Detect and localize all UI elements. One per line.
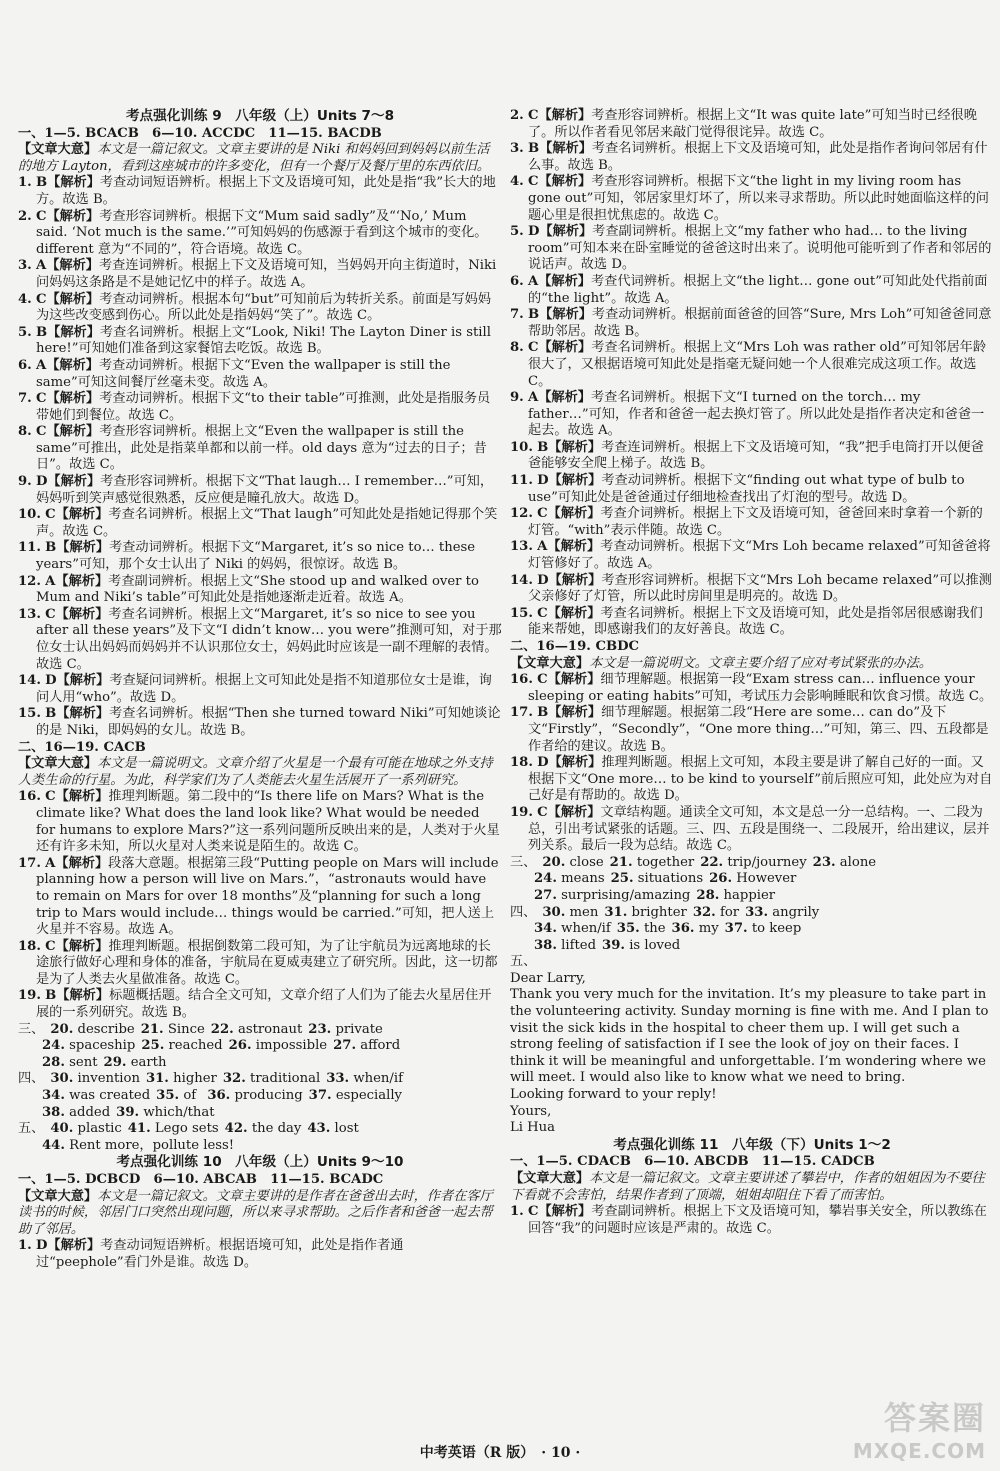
explanation-item	[510, 390, 994, 440]
answer-line: 一、1—5. BCACB 6—10. ACCDC 11—15. BACDB	[18, 125, 382, 141]
fill-number: 42.	[224, 1121, 248, 1137]
explanation-item	[18, 175, 502, 208]
explanation-item	[510, 141, 994, 174]
fill-row	[510, 855, 994, 872]
fill-number: 26.	[709, 871, 733, 887]
summary-text: 本文是一篇记叙文。文章主要讲的是作者在爸爸出去时，作者在客厅读书的时候，邻居门口突然出现问题，所以来寻求帮助。之后作者和爸爸一起去帮助了邻居。	[18, 1188, 493, 1237]
fill-number: 32.	[222, 1071, 246, 1087]
fill-row	[510, 871, 994, 888]
fill-answer: reached	[168, 1038, 223, 1054]
fill-number: 28.	[42, 1054, 65, 1070]
fill-number: 21.	[609, 854, 633, 870]
fill-answer: added	[69, 1104, 111, 1120]
summary-tag: 【文章大意】	[510, 655, 590, 671]
fill-number: 27.	[534, 887, 557, 903]
fill-number: 40.	[50, 1121, 74, 1137]
item-tag: C【解析】	[537, 672, 601, 688]
explanation-item	[510, 274, 994, 307]
item-text: 考查名词辨析。根据上文“Margaret, it’s so nice to see you after all these years”及下文“I didn’t know… you were”推测可知，对于那位女士认出妈妈而妈妈并不认识那位女士，妈妈此时应该是一副不理解的表情。故选 C。	[36, 606, 502, 672]
item-tag: D【解析】	[45, 673, 110, 689]
item-text: 考查名词辨析。根据下文“I turned on the torch… my father…”可知，作者和爸爸一起去换灯管了。所以此处是指作者决定和爸爸一起去。故选 A。	[528, 390, 985, 439]
fill-answer: angrily	[772, 904, 820, 920]
item-number: 11.	[510, 473, 533, 489]
fill-answer: impossible	[255, 1038, 328, 1054]
item-text: 考查副词辨析。根据上下文及语境可知，攀岩事关安全，所以教练在回答“我”的问题时应该是严肃的。故选 C。	[528, 1204, 987, 1236]
item-number: 6.	[18, 357, 32, 373]
fill-number: 22.	[210, 1021, 234, 1037]
explanation-item	[18, 673, 502, 706]
item-tag: C【解析】	[537, 804, 601, 820]
text-line: Dear Larry,	[510, 970, 586, 986]
watermark-logo	[853, 1393, 986, 1463]
article-summary	[18, 142, 502, 175]
fill-answer: trip/journey	[727, 854, 807, 870]
fill-number: 39.	[116, 1104, 140, 1120]
page-footer: 中考英语（R 版） · 10 ·	[419, 1445, 581, 1461]
item-number: 10.	[510, 439, 533, 455]
item-tag: C【解析】	[45, 606, 109, 622]
item-text: 考查名词辨析。根据上文“That laugh”可知此处是指她记得那个笑声。故选 C。	[36, 507, 498, 539]
fill-answer: my	[698, 921, 719, 937]
fill-number: 32.	[692, 904, 716, 920]
fill-number: 37.	[308, 1088, 332, 1104]
text-line: 五、	[510, 954, 537, 970]
item-number: 6.	[510, 273, 524, 289]
item-number: 9.	[510, 390, 524, 406]
item-tag: A【解析】	[35, 357, 99, 373]
fill-number: 24.	[534, 871, 557, 887]
article-summary	[18, 1189, 502, 1239]
explanation-item	[18, 988, 502, 1021]
explanation-item	[510, 573, 994, 606]
summary-tag: 【文章大意】	[18, 142, 98, 158]
fill-lead: 四、	[18, 1071, 45, 1087]
text-line: Looking forward to your reply!	[510, 1087, 717, 1103]
section-title: 考点强化训练 9 八年级（上）Units 7～8	[125, 108, 395, 124]
item-text: 考查形容词辨析。根据下文“Mum said sadly”及“‘No,’ Mum said. ‘Not much is the same.’”可知妈妈的伤感源于看到这个城市的变化。different 意为“不同的”，符合语境。故选 C。	[36, 208, 488, 257]
summary-tag: 【文章大意】	[18, 1188, 98, 1204]
fill-number: 21.	[140, 1021, 164, 1037]
fill-number: 44.	[42, 1137, 65, 1153]
explanation-item	[510, 805, 994, 855]
explanation-item	[18, 1238, 502, 1271]
item-number: 1.	[18, 175, 32, 191]
fill-number: 38.	[534, 937, 557, 953]
fill-answer: when/if	[353, 1071, 403, 1087]
letter-body: Thank you very much for the invitation. It’s my pleasure to take part in the volunteering activity. Sunday morning is fine with me. And I plan to visit the sick kids in the hospital to cheer them up. I will get such a strong feeling of satisfaction if I see the look of joy on their faces. I think it will be meaningful and unforgettable. I’m wondering where we will meet. I would also like to know what we need to bring.	[510, 987, 989, 1086]
fill-answer: brighter	[631, 904, 687, 920]
fill-answer: higher	[173, 1071, 217, 1087]
fill-number: 31.	[145, 1071, 169, 1087]
fill-row	[510, 921, 994, 938]
fill-number: 28.	[696, 887, 720, 903]
explanation-item	[18, 939, 502, 989]
fill-lead: 四、	[510, 904, 537, 920]
fill-number: 20.	[50, 1021, 74, 1037]
fill-number: 36.	[671, 921, 695, 937]
explanation-item	[18, 391, 502, 424]
item-tag: C【解析】	[537, 506, 601, 522]
item-text: 考查介词辨析。根据上下文及语境可知，爸爸回来时拿着一个新的灯管。“with”表示伴随。故选 C。	[528, 506, 983, 538]
item-text: 考查代词辨析。根据上文“the light… gone out”可知此处代指前面的“the light”。故选 A。	[528, 273, 988, 306]
fill-answer: for	[719, 904, 740, 920]
item-tag: B【解析】	[35, 324, 100, 340]
fill-answer: Since	[167, 1021, 205, 1037]
fill-row	[18, 1121, 502, 1138]
item-tag: B【解析】	[537, 439, 602, 455]
explanation-item	[18, 424, 502, 474]
item-number: 15.	[18, 706, 41, 722]
fill-answer: invention	[77, 1071, 140, 1087]
item-text: 考查动词辨析。根据下文“Margaret, it’s so nice to… these years”可知，那个女士认出了 Niki 的妈妈，很惊讶。故选 B。	[36, 540, 476, 573]
explanation-item	[18, 789, 502, 855]
summary-tag: 【文章大意】	[18, 756, 98, 772]
fill-row	[18, 1105, 502, 1122]
item-tag: C【解析】	[35, 208, 100, 224]
item-tag: D【解析】	[527, 224, 593, 240]
section-title: 考点强化训练 11 八年级（下）Units 1～2	[613, 1136, 891, 1153]
item-tag: C【解析】	[45, 789, 109, 805]
explanation-item	[510, 224, 994, 274]
summary-tag: 【文章大意】	[510, 1171, 590, 1186]
item-number: 7.	[18, 391, 32, 407]
item-number: 3.	[510, 141, 524, 157]
fill-number: 29.	[103, 1054, 127, 1070]
answer-line: 一、1—5. CDACB 6—10. ABCDB 11—15. CADCB	[510, 1154, 875, 1170]
fill-answer: close	[569, 854, 604, 870]
summary-text: 本文是一篇记叙文。文章主要讲述了攀岩中，作者的姐姐因为不要往下看就不会害怕，结果作者到了顶端，姐姐却阻住下看了而害怕。	[510, 1171, 985, 1203]
item-number: 15.	[510, 605, 533, 621]
item-number: 14.	[510, 572, 533, 588]
explanation-item	[510, 672, 994, 705]
fill-answer: However	[736, 871, 797, 887]
answer-line: 二、16—19. CACB	[18, 739, 146, 755]
item-text: 段落大意题。根据第三段“Putting people on Mars will include planning how a person will live on Mars.”，“astronauts would have to remain on Mars for over 18 months”及“planning for such a long trip to Mars would include… things would be carried.”可知，把人送上火星并不容易。故选 A。	[36, 855, 499, 938]
item-text: 考查副词辨析。根据上文“my father who had… to the living room”可知本来在卧室睡觉的爸爸这时出来了。说明他可能听到了作者和邻居的说话声。故选 D。	[528, 224, 992, 273]
fill-row	[18, 1071, 502, 1088]
item-number: 2.	[510, 108, 524, 123]
fill-answer: sent	[69, 1054, 98, 1070]
item-text: 考查副词辨析。根据上文“She stood up and walked over to Mum and Niki’s table”可知此处是指她逐渐走近着。故选 A。	[36, 573, 479, 606]
fill-answer: Rent more，pollute less!	[69, 1137, 235, 1153]
item-tag: B【解析】	[45, 988, 110, 1004]
item-tag: B【解析】	[35, 175, 100, 191]
summary-text: 本文是一篇说明文。文章主要介绍了应对考试紧张的办法。	[589, 655, 932, 671]
explanation-item	[510, 174, 994, 224]
explanation-item	[510, 755, 994, 805]
right-column	[510, 108, 994, 1237]
item-text: 推理判断题。第二段中的“Is there life on Mars? What is the climate like? What does the land look like? What would be needed for humans to explore Mars?”这一系列问题所反映出来的是，人类对于火星还有许多未知，所以火星对人类来说是陌生的。故选 C。	[36, 789, 500, 855]
item-number: 4.	[510, 174, 524, 190]
item-number: 19.	[18, 988, 41, 1004]
fill-number: 36.	[207, 1088, 231, 1104]
item-number: 14.	[18, 673, 41, 689]
item-number: 4.	[18, 291, 32, 307]
fill-answer: describe	[77, 1021, 135, 1037]
item-number: 8.	[510, 340, 524, 356]
item-text: 考查形容词辨析。根据下文“the light in my living room has gone out”可知，邻居家里灯坏了，所以来寻求帮助。所以此时她面临这样的问题心里是很担忧焦虑的。故选 C。	[528, 174, 989, 223]
item-number: 17.	[510, 705, 533, 721]
item-tag: B【解析】	[45, 706, 110, 722]
fill-answer: earth	[130, 1054, 167, 1070]
item-text: 考查名词辨析。根据上文“Look, Niki! The Layton Diner is still here!”可知她们准备到这家餐馆去吃饭。故选 B。	[36, 324, 491, 357]
fill-answer: to keep	[751, 921, 802, 937]
item-text: 考查动词辨析。根据下文“finding out what type of bulb to use”可知此处是爸爸通过仔细地检查找出了灯泡的型号。故选 D。	[528, 473, 965, 505]
fill-answer: astronaut	[237, 1021, 303, 1037]
fill-answer: the day	[251, 1121, 302, 1137]
item-tag: C【解析】	[527, 174, 592, 190]
explanation-item	[18, 856, 502, 939]
item-tag: C【解析】	[527, 108, 592, 123]
item-number: 10.	[18, 507, 41, 523]
item-tag: A【解析】	[35, 258, 99, 274]
explanation-item	[18, 507, 502, 540]
item-tag: B【解析】	[537, 705, 602, 721]
item-tag: A【解析】	[45, 573, 109, 589]
fill-number: 34.	[534, 921, 557, 937]
item-tag: C【解析】	[35, 391, 100, 407]
item-number: 12.	[18, 573, 41, 589]
item-text: 考查连词辨析。根据上下文及语境可知，当妈妈开向主街道时，Niki 问妈妈这条路是不是她记忆中的样子。故选 A。	[36, 258, 497, 290]
fill-number: 24.	[42, 1038, 65, 1054]
item-number: 2.	[18, 208, 32, 224]
fill-answer: is loved	[629, 937, 681, 953]
fill-number: 43.	[307, 1121, 331, 1137]
explanation-item	[510, 108, 994, 141]
item-number: 16.	[510, 672, 533, 688]
fill-answer: spaceship	[69, 1038, 136, 1054]
fill-answer: afford	[360, 1038, 401, 1054]
item-tag: B【解析】	[45, 540, 110, 556]
item-text: 标题概括题。结合全文可知，文章介绍了人们为了能去火星居住开展的一系列研究。故选 B。	[36, 988, 492, 1021]
left-column	[18, 108, 502, 1272]
explanation-item	[18, 325, 502, 358]
item-text: 考查动词辨析。根据下文“Even the wallpaper is still the same”可知这间餐厅丝毫未变。故选 A。	[36, 357, 451, 390]
item-number: 9.	[18, 474, 32, 490]
fill-row	[18, 1022, 502, 1039]
fill-number: 37.	[724, 921, 748, 937]
explanation-item	[510, 539, 994, 572]
explanation-item	[18, 540, 502, 573]
item-number: 16.	[18, 789, 41, 805]
fill-answer: traditional	[250, 1071, 321, 1087]
fill-number: 25.	[610, 871, 634, 887]
item-tag: C【解析】	[537, 605, 601, 621]
item-text: 考查形容词辨析。根据下文“Mrs Loh became relaxed”可以推测父亲修好了灯管，所以此时房间里是明亮的。故选 D。	[528, 572, 992, 605]
item-tag: D【解析】	[35, 474, 101, 490]
item-number: 18.	[510, 755, 533, 771]
fill-answer: means	[561, 871, 605, 887]
item-number: 1.	[18, 1238, 32, 1254]
item-text: 考查名词辨析。根据上下文及语境可知，此处是指作者询问邻居有什么事。故选 B。	[528, 141, 988, 173]
fill-row	[18, 1138, 502, 1155]
item-number: 17.	[18, 855, 41, 871]
item-tag: A【解析】	[537, 539, 601, 555]
item-text: 考查形容词辨析。根据上文“Even the wallpaper is still the same”可推出，此处是指菜单都和以前一样。old days 意为“过去的日子；昔日”。故选 C。	[36, 424, 487, 473]
fill-answer: private	[335, 1021, 383, 1037]
explanation-item	[510, 506, 994, 539]
item-number: 1.	[510, 1204, 524, 1220]
item-text: 考查名词辨析。根据“Then she turned toward Niki”可知她谈论的是 Niki，即妈妈的女儿。故选 B。	[36, 706, 501, 738]
fill-number: 23.	[812, 854, 836, 870]
item-text: 考查动词辨析。根据本句“but”可知前后为转折关系。前面是写妈妈为这些改变感到伤心。所以此处是指妈妈“笑了”。故选 C。	[36, 291, 492, 324]
fill-answer: the	[643, 921, 666, 937]
fill-answer: together	[636, 854, 695, 870]
fill-number: 26.	[228, 1038, 252, 1054]
explanation-item	[510, 606, 994, 639]
summary-text: 本文是一篇记叙文。文章主要讲的是 Niki 和妈妈回到妈妈以前生活的地方 Layton，看到这座城市的许多变化，但有一个餐厅及餐厅里的东西依旧。	[18, 142, 490, 174]
fill-number: 23.	[308, 1021, 332, 1037]
fill-row	[510, 938, 994, 955]
explanation-item	[510, 307, 994, 340]
item-text: 考查动词短语辨析。根据语境可知，此处是指作者通过“peephole”看门外是谁。故选 D。	[36, 1238, 404, 1270]
fill-number: 25.	[141, 1038, 165, 1054]
fill-answer: lost	[334, 1121, 359, 1137]
item-tag: C【解析】	[527, 1204, 592, 1220]
item-tag: C【解析】	[35, 291, 100, 307]
item-tag: D【解析】	[537, 572, 602, 588]
item-tag: A【解析】	[527, 390, 591, 406]
explanation-item	[18, 574, 502, 607]
fill-answer: Lego sets	[154, 1121, 219, 1137]
item-number: 7.	[510, 307, 524, 323]
section-title: 考点强化训练 10 八年级（上）Units 9～10	[116, 1154, 404, 1171]
article-summary	[18, 756, 502, 789]
explanation-item	[510, 1204, 994, 1237]
fill-answer: men	[569, 904, 599, 920]
fill-row	[18, 1038, 502, 1055]
summary-text: 本文是一篇说明文。文章介绍了火星是一个最有可能在地球之外支持人类生命的行星。为此，科学家们为了人类能去火星生活展开了一系列研究。	[18, 756, 493, 788]
fill-number: 41.	[127, 1121, 151, 1137]
fill-number: 31.	[604, 904, 628, 920]
fill-number: 34.	[42, 1088, 65, 1104]
explanation-item	[18, 258, 502, 291]
fill-lead: 三、	[510, 854, 537, 870]
fill-answer: lifted	[561, 937, 597, 953]
explanation-item	[510, 340, 994, 390]
fill-answer: surprising/amazing	[561, 887, 691, 903]
explanation-item	[510, 440, 994, 473]
item-number: 11.	[18, 540, 41, 556]
fill-answer: was created	[69, 1088, 151, 1104]
item-text: 考查形容词辨析。根据下文“That laugh… I remember…”可知，妈妈听到笑声感觉很熟悉，反应便是瞳孔放大。故选 D。	[36, 474, 494, 506]
answer-line: 一、1—5. DCBCD 6—10. ABCAB 11—15. BCADC	[18, 1172, 384, 1187]
fill-row	[18, 1088, 502, 1105]
fill-answer: producing	[234, 1088, 303, 1104]
item-tag: A【解析】	[45, 855, 109, 871]
fill-lead: 三、	[18, 1021, 45, 1037]
fill-answer: situations	[637, 871, 704, 887]
item-tag: D【解析】	[537, 755, 602, 771]
fill-number: 22.	[700, 854, 724, 870]
fill-lead: 五、	[18, 1121, 45, 1137]
item-tag: B【解析】	[527, 141, 592, 157]
item-number: 13.	[510, 539, 533, 555]
item-text: 考查动词短语辨析。根据上下文及语境可知，此处是指“我”长大的地方。故选 B。	[36, 175, 496, 207]
fill-answer: happier	[723, 887, 776, 903]
explanation-item	[18, 706, 502, 739]
item-text: 细节理解题。根据第一段“Exam stress can… influence your sleeping or eating habits”可知，考试压力会影响睡眠和饮食习惯。故选 C。	[528, 672, 993, 704]
fill-number: 20.	[542, 854, 566, 870]
fill-answer: plastic	[77, 1121, 122, 1137]
item-tag: B【解析】	[527, 307, 592, 323]
explanation-item	[18, 209, 502, 259]
fill-answer: of	[183, 1088, 197, 1104]
item-number: 3.	[18, 258, 32, 274]
item-text: 考查动词辨析。根据前面爸爸的回答“Sure, Mrs Loh”可知爸爸同意帮助邻居。故选 B。	[528, 307, 992, 339]
watermark-url: MXQE.COM	[852, 1439, 986, 1463]
fill-number: 33.	[745, 904, 769, 920]
item-text: 推理判断题。根据倒数第二段可知，为了让宇航员为远离地球的长途旅行做好心理和身体的准备，宇航局在夏威夷建立了研究所。因此，这一切都是为了人类去火星做准备。故选 C。	[36, 938, 498, 987]
fill-number: 35.	[156, 1088, 180, 1104]
item-tag: D【解析】	[35, 1238, 101, 1254]
item-text: 考查动词辨析。根据下文“Mrs Loh became relaxed”可知爸爸将灯管修好了。故选 A。	[528, 539, 991, 572]
item-text: 考查连词辨析。根据上下文及语境可知，“我”把手电筒打开以便爸爸能够安全爬上梯子。故选 B。	[528, 439, 984, 472]
watermark-text: 答案圈	[883, 1399, 986, 1437]
item-text: 考查形容词辨析。根据上文“It was quite late”可知当时已经很晚了。所以作者看见邻居来敲门觉得很诧异。故选 C。	[528, 108, 977, 140]
fill-answer: alone	[839, 854, 877, 870]
item-number: 8.	[18, 424, 32, 440]
fill-row	[510, 905, 994, 922]
explanation-item	[18, 292, 502, 325]
fill-number: 30.	[542, 904, 566, 920]
fill-number: 35.	[616, 921, 640, 937]
item-tag: C【解析】	[35, 424, 100, 440]
fill-number: 30.	[50, 1071, 74, 1087]
text-line: Yours,	[510, 1103, 552, 1119]
explanation-item	[18, 474, 502, 507]
fill-answer: especially	[335, 1088, 402, 1104]
fill-number: 38.	[42, 1104, 65, 1120]
item-number: 18.	[18, 938, 41, 954]
item-text: 考查动词辨析。根据下文“to their table”可推测，此处是指服务员带她们到餐位。故选 C。	[36, 391, 491, 423]
item-number: 13.	[18, 606, 41, 622]
item-number: 19.	[510, 804, 533, 820]
item-text: 文章结构题。通读全文可知，本文是总一分一总结构。一、二段为总，引出考试紧张的话题。三、四、五段是围绕一、二段展开，给出建议，层并列关系。最后一段为总结。故选 C。	[528, 804, 990, 854]
item-text: 细节理解题。根据第二段“Here are some… can do”及下文“Firstly”，“Secondly”，“One more thing…”可知，第三、四、五段都是作者给的建议。故选 B。	[528, 705, 989, 754]
fill-answer: which/that	[143, 1104, 215, 1120]
fill-number: 39.	[602, 937, 625, 953]
item-tag: D【解析】	[537, 473, 602, 489]
answer-line: 二、16—19. CBDC	[510, 639, 640, 654]
item-text: 考查名词辨析。根据上下文及语境可知，此处是指邻居很感谢我们能来帮她，即感谢我们的友好善良。故选 C。	[528, 605, 983, 638]
explanation-item	[510, 473, 994, 506]
item-tag: C【解析】	[45, 938, 109, 954]
fill-row	[18, 1055, 502, 1072]
item-tag: C【解析】	[45, 507, 109, 523]
explanation-item	[18, 607, 502, 673]
fill-answer: when/if	[561, 921, 611, 937]
fill-number: 33.	[326, 1071, 350, 1087]
item-number: 5.	[18, 324, 32, 340]
item-tag: A【解析】	[527, 273, 591, 289]
item-number: 5.	[510, 224, 524, 240]
fill-number: 27.	[333, 1038, 357, 1054]
text-line: Li Hua	[510, 1120, 556, 1136]
item-tag: C【解析】	[527, 340, 592, 356]
item-text: 推理判断题。根据上文可知，本段主要是讲了解自己好的一面。又根据下文“One more… to be kind to yourself”前后照应可知，此处应为对自己好是有帮助的。故选 D。	[528, 755, 993, 804]
article-summary	[510, 656, 994, 673]
explanation-item	[18, 358, 502, 391]
explanation-item	[510, 705, 994, 755]
item-number: 12.	[510, 506, 533, 522]
item-text: 考查疑问词辨析。根据上文可知此处是指不知道那位女士是谁，询问人用“who”。故选 D。	[36, 673, 492, 705]
item-text: 考查名词辨析。根据上文“Mrs Loh was rather old”可知邻居年龄很大了，又根据语境可知此处是指毫无疑问她一个人很难完成这项工作。故选 C。	[528, 340, 987, 389]
article-summary	[510, 1171, 994, 1204]
fill-row	[510, 888, 994, 905]
